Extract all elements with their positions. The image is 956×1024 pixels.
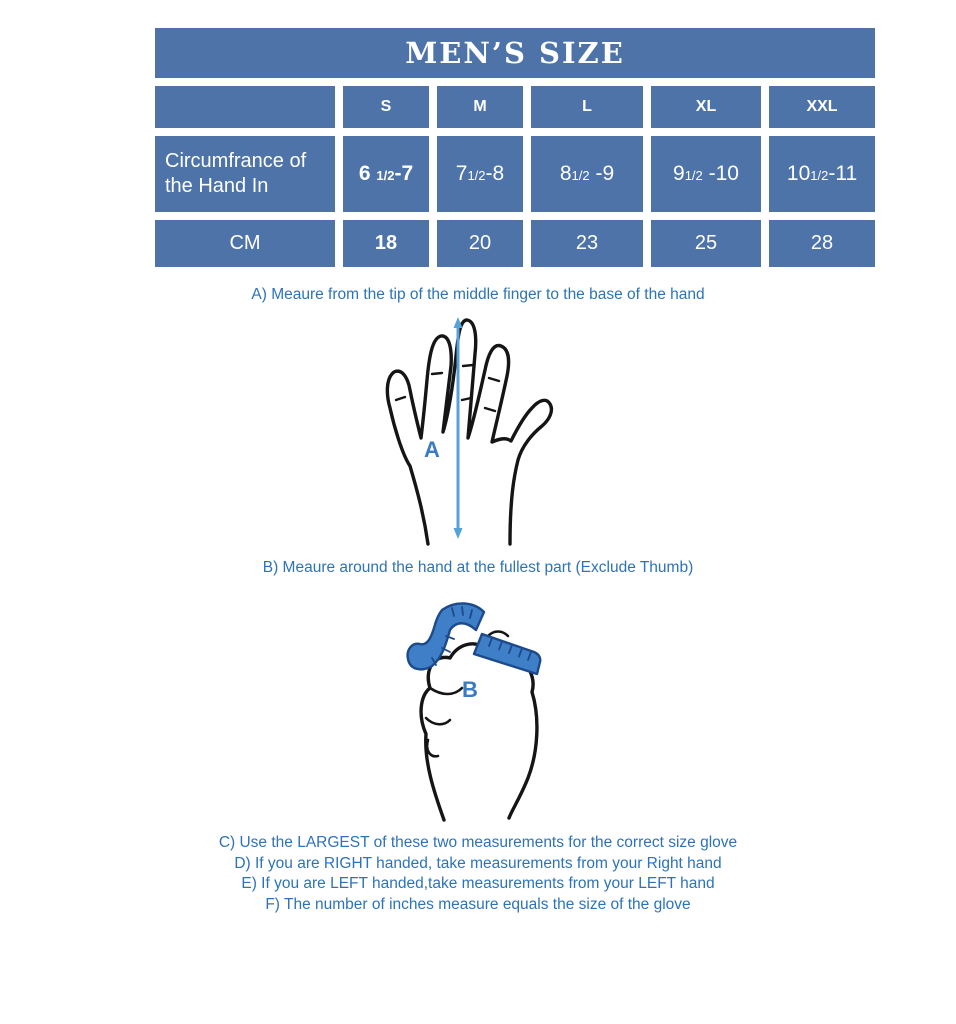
size-col-M: M	[437, 86, 523, 128]
inches-row-label: Circumfrance of the Hand In	[155, 136, 335, 212]
size-col-S: S	[343, 86, 429, 128]
table-title-row	[155, 28, 875, 78]
cm-value-S: 18	[343, 220, 429, 267]
instruction-f: F) The number of inches measure equals the size of the glove	[265, 895, 691, 913]
cm-row-label: CM	[155, 220, 335, 267]
cm-value-L: 23	[531, 220, 643, 267]
cm-value-XXL: 28	[769, 220, 875, 267]
measurement-b-label: B	[462, 677, 478, 702]
table-title: MEN’S SIZE	[155, 28, 875, 78]
cm-value-M: 20	[437, 220, 523, 267]
inches-value-M: 71/2-8	[437, 136, 523, 212]
measuring-tape	[408, 603, 541, 674]
instruction-b: B) Meaure around the hand at the fullest part (Exclude Thumb)	[262, 559, 694, 576]
instruction-a: A) Meaure from the tip of the middle finger to the base of the hand	[251, 286, 705, 303]
instruction-e: E) If you are LEFT handed,take measurements from your LEFT hand	[241, 875, 715, 892]
hand-length-diagram	[352, 308, 567, 546]
cm-value-XL: 25	[651, 220, 761, 267]
size-header-row	[155, 86, 875, 128]
inches-value-XL: 91/2 -10	[651, 136, 761, 212]
footer-instructions	[0, 833, 956, 915]
measurement-arrow-a	[454, 317, 463, 539]
fist-with-tape-illustration	[396, 596, 548, 822]
instruction-c: C) Use the LARGEST of these two measurements for the correct size glove	[218, 834, 738, 851]
size-col-L: L	[531, 86, 643, 128]
mens-size-table	[147, 20, 883, 275]
open-hand-illustration	[352, 308, 567, 546]
size-col-XL: XL	[651, 86, 761, 128]
instruction-d: D) If you are RIGHT handed, take measurements from your Right hand	[234, 854, 722, 872]
inches-value-S: 6 1/2-7	[343, 136, 429, 212]
measurement-a-label: A	[424, 437, 440, 462]
header-blank-cell	[155, 86, 335, 128]
cm-row	[155, 220, 875, 267]
size-col-XXL: XXL	[769, 86, 875, 128]
hand-circumference-diagram	[396, 596, 548, 822]
inches-value-L: 81/2 -9	[531, 136, 643, 212]
inches-row	[155, 136, 875, 212]
inches-value-XXL: 101/2-11	[769, 136, 875, 212]
